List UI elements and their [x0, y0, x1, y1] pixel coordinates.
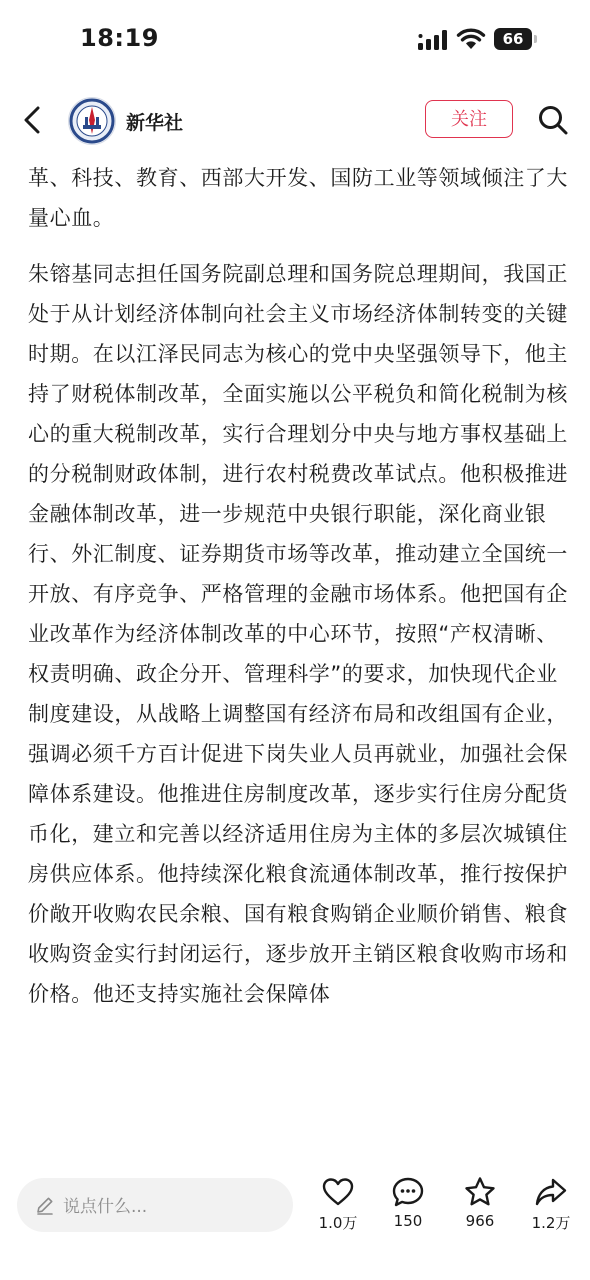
follow-button[interactable]: 关注 — [425, 100, 513, 138]
share-arrow-icon — [535, 1176, 567, 1208]
comment-bubble-icon — [392, 1176, 424, 1208]
pencil-icon — [35, 1195, 55, 1215]
comment-placeholder: 说点什么... — [63, 1197, 148, 1217]
comment-input[interactable] — [17, 1178, 293, 1232]
back-icon[interactable] — [20, 104, 48, 136]
search-icon[interactable] — [537, 104, 569, 136]
favorite-count: 966 — [465, 1212, 495, 1230]
article-body — [28, 158, 568, 1166]
article-paragraph: 革、科技、教育、西部大开发、国防工业等领域倾注了大量心血。 — [28, 166, 568, 230]
heart-icon — [322, 1176, 354, 1208]
wifi-icon — [456, 28, 486, 50]
favorite-button[interactable] — [450, 1176, 510, 1240]
star-icon — [464, 1176, 496, 1208]
share-count: 1.2万 — [531, 1214, 571, 1232]
battery-icon — [494, 28, 538, 50]
comments-button[interactable] — [378, 1176, 438, 1240]
battery-tip — [534, 35, 537, 43]
cellular-signal-icon — [418, 30, 450, 50]
status-time: 18:19 — [80, 24, 159, 52]
source-name[interactable]: 新华社 — [126, 112, 184, 134]
xinhua-logo-icon — [69, 98, 115, 144]
avatar[interactable] — [68, 97, 116, 145]
bottom-action-bar — [0, 1166, 590, 1280]
comment-count: 150 — [393, 1212, 423, 1230]
article-paragraph: 朱镕基同志担任国务院副总理和国务院总理期间，我国正处于从计划经济体制向社会主义市场经济体制转变的关键时期。在以江泽民同志为核心的党中央坚强领导下，他主持了财税体制改革，全面实施以公平税负和简化税制为核心的重大税制改革，实行合理划分中央与地方事权基础上的分税制财政体制，进行农村税费改革试点。他积极推进金融体制改革，进一步规范中央银行职能，深化商业银行、外汇制度、证券期货市场等改革，推动建立全国统一开放、有序竞争、严格管理的金融市场体系。他把国有企业改革作为经济体制改革的中心环节，按照“产权清晰、权责明确、政企分开、管理科学”的要求，加快现代企业制度建设，从战略上调整国有经济布局和改组国有企业，强调必须千方百计促进下岗失业人员再就业，加强社会保障体系建设。他推进住房制度改革，逐步实行住房分配货币化，建立和完善以经济适用住房为主体的多层次城镇住房供应体系。他持续深化粮食流通体制改革，推行按保护价敞开收购农民余粮、国有粮食购销企业顺价销售、粮食收购资金实行封闭运行，逐步放开主销区粮食收购市场和价格。他还支持实施社会保障体 — [28, 262, 568, 1006]
share-button[interactable] — [521, 1176, 581, 1240]
status-bar — [0, 0, 590, 80]
like-button[interactable] — [308, 1176, 368, 1240]
like-count: 1.0万 — [318, 1214, 358, 1232]
battery-level: 66 — [494, 28, 532, 50]
nav-bar — [0, 88, 590, 152]
